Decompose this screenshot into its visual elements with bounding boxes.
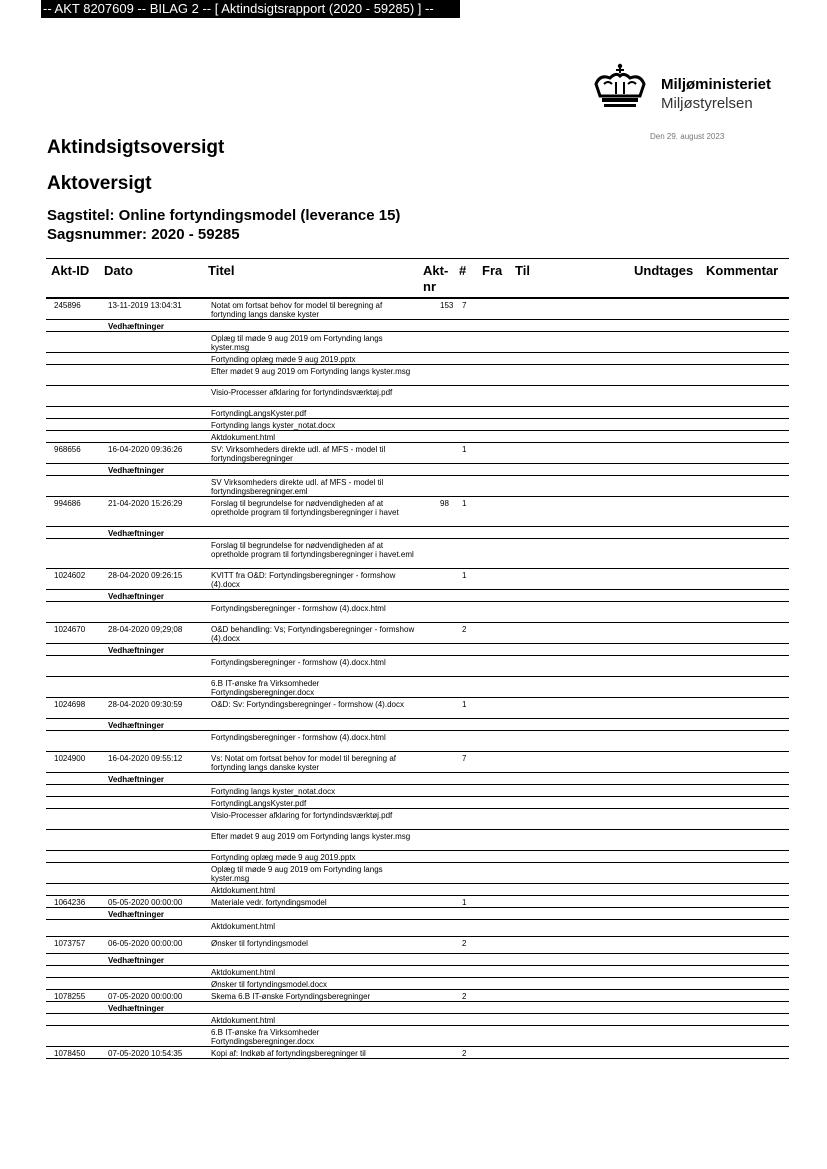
document-date: Den 29. august 2023 xyxy=(650,132,725,141)
attachment-title: Forslag til begrundelse for nødvendigheden af at opretholde program til fortyndingsberegninger i havet.eml xyxy=(211,541,414,559)
table-row xyxy=(46,299,789,320)
act-id: 1078255 xyxy=(54,992,86,1001)
act-title: Forslag til begrundelse for nødvendigheden af at opretholde program til fortyndingsberegninger i havet xyxy=(211,499,399,517)
attachment-row xyxy=(46,851,789,863)
act-date: 16-04-2020 09:36:26 xyxy=(108,445,183,454)
act-number: 153 xyxy=(440,301,454,310)
attachment-row xyxy=(46,539,789,569)
attachments-row xyxy=(46,1002,789,1014)
act-title: Notat om fortsat behov for model til beregning af fortynding langs danske kyster xyxy=(211,301,383,319)
attachment-title: Ønsker til fortyndingsmodel.docx xyxy=(211,980,328,989)
act-date: 05-05-2020 00:00:00 xyxy=(108,898,183,907)
col-hash: # xyxy=(459,263,467,278)
attachments-label: Vedhæftninger xyxy=(108,466,165,475)
act-id: 1064236 xyxy=(54,898,86,907)
attachment-title: Efter mødet 9 aug 2019 om Fortynding langs kyster.msg xyxy=(211,367,411,376)
attachment-title: Fortyndingsberegninger - formshow (4).docx.html xyxy=(211,733,386,742)
act-count: 2 xyxy=(462,625,467,634)
act-title: Materiale vedr. fortyndingsmodel xyxy=(211,898,327,907)
attachment-title: 6.B IT-ønske fra Virksomheder Fortyndingsberegninger.docx xyxy=(211,1028,320,1046)
act-id: 1024698 xyxy=(54,700,86,709)
attachment-row xyxy=(46,809,789,830)
act-title: O&D: Sv: Fortyndingsberegninger - formshow (4).docx xyxy=(211,700,404,709)
col-akt-id: Akt-ID xyxy=(51,263,90,278)
attachment-title: Fortynding langs kyster_notat.docx xyxy=(211,787,336,796)
act-date: 07-05-2020 00:00:00 xyxy=(108,992,183,1001)
act-count: 2 xyxy=(462,992,467,1001)
attachment-row xyxy=(46,407,789,419)
act-date: 21-04-2020 15:26:29 xyxy=(108,499,183,508)
case-title: Sagstitel: Online fortyndingsmodel (leverance 15) xyxy=(47,207,401,224)
table-row xyxy=(46,443,789,464)
attachment-row xyxy=(46,884,789,896)
attachment-title: FortyndingLangsKyster.pdf xyxy=(211,409,307,418)
act-title: Vs: Notat om fortsat behov for model til beregning af fortynding langs danske kyster xyxy=(211,754,396,772)
attachment-title: SV Virksomheders direkte udl. af MFS - model til fortyndingsberegninger.eml xyxy=(211,478,384,496)
attachment-title: Fortynding oplæg møde 9 aug 2019.pptx xyxy=(211,853,356,862)
table-row xyxy=(46,896,789,908)
table-row xyxy=(46,698,789,719)
act-title: Kopi af: Indkøb af fortyndingsberegninger til xyxy=(211,1049,366,1058)
table-row xyxy=(46,569,789,590)
act-date: 28-04-2020 09;29;08 xyxy=(108,625,183,634)
col-dato: Dato xyxy=(104,263,133,278)
act-date: 06-05-2020 00:00:00 xyxy=(108,939,183,948)
attachment-title: Aktdokument.html xyxy=(211,886,276,895)
attachments-row xyxy=(46,644,789,656)
attachment-title: Fortyndingsberegninger - formshow (4).docx.html xyxy=(211,658,386,667)
act-date: 13-11-2019 13:04:31 xyxy=(108,301,182,310)
act-title: Ønsker til fortyndingsmodel xyxy=(211,939,308,948)
act-count: 1 xyxy=(462,445,467,454)
attachment-title: Aktdokument.html xyxy=(211,433,276,442)
table-row xyxy=(46,497,789,527)
attachments-label: Vedhæftninger xyxy=(108,910,165,919)
attachment-row xyxy=(46,419,789,431)
attachment-title: Aktdokument.html xyxy=(211,922,276,931)
act-id: 1073757 xyxy=(54,939,86,948)
act-id: 994686 xyxy=(54,499,81,508)
act-title: O&D behandling: Vs; Fortyndingsberegninger - formshow (4).docx xyxy=(211,625,415,643)
attachments-label: Vedhæftninger xyxy=(108,592,165,601)
attachment-row xyxy=(46,1026,789,1047)
attachment-row xyxy=(46,785,789,797)
attachment-title: Fortynding oplæg møde 9 aug 2019.pptx xyxy=(211,355,356,364)
table-row xyxy=(46,937,789,954)
ministry-name: Miljøministeriet xyxy=(661,76,772,93)
attachment-row xyxy=(46,731,789,752)
act-count: 2 xyxy=(462,939,467,948)
act-title: Skema 6.B IT-ønske Fortyndingsberegninger xyxy=(211,992,371,1001)
attachment-row xyxy=(46,1014,789,1026)
attachment-row xyxy=(46,431,789,443)
attachments-row xyxy=(46,908,789,920)
act-id: 968656 xyxy=(54,445,81,454)
attachments-label: Vedhæftninger xyxy=(108,646,165,655)
act-id: 245896 xyxy=(54,301,81,310)
attachments-row xyxy=(46,527,789,539)
attachment-title: Visio-Processer afklaring for fortyndindsværktøj.pdf xyxy=(211,811,393,820)
col-kommentar: Kommentar xyxy=(706,263,779,278)
table-row xyxy=(46,752,789,773)
ministry-logo xyxy=(590,62,790,112)
attachment-title: Aktdokument.html xyxy=(211,1016,276,1025)
act-number: 98 xyxy=(440,499,449,508)
act-id: 1024602 xyxy=(54,571,86,580)
attachment-row xyxy=(46,797,789,809)
col-undtages: Undtages xyxy=(634,263,694,278)
attachment-row xyxy=(46,602,789,623)
page-title: Aktindsigtsoversigt xyxy=(47,137,225,158)
attachment-row xyxy=(46,332,789,353)
act-date: 28-04-2020 09:30:59 xyxy=(108,700,183,709)
attachment-row xyxy=(46,386,789,407)
document-banner: -- AKT 8207609 -- BILAG 2 -- [ Aktindsigtsrapport (2020 - 59285) ] -- xyxy=(41,0,460,18)
case-number: Sagsnummer: 2020 - 59285 xyxy=(47,226,240,243)
crown-icon xyxy=(590,62,650,112)
attachment-title: Oplæg til møde 9 aug 2019 om Fortynding langs kyster.msg xyxy=(211,334,383,352)
col-akt-nr: Akt- nr xyxy=(423,263,449,294)
act-date: 28-04-2020 09:26:15 xyxy=(108,571,183,580)
attachment-title: FortyndingLangsKyster.pdf xyxy=(211,799,307,808)
act-count: 7 xyxy=(462,301,467,310)
act-title: KVITT fra O&D: Fortyndingsberegninger - formshow (4).docx xyxy=(211,571,396,589)
attachment-title: Fortynding langs kyster_notat.docx xyxy=(211,421,336,430)
act-count: 2 xyxy=(462,1049,467,1058)
attachment-title: Visio-Processer afklaring for fortyndindsværktøj.pdf xyxy=(211,388,393,397)
act-count: 1 xyxy=(462,700,467,709)
act-count: 1 xyxy=(462,499,467,508)
act-date: 16-04-2020 09:55:12 xyxy=(108,754,183,763)
table-row xyxy=(46,1047,789,1059)
attachment-row xyxy=(46,476,789,497)
act-count: 1 xyxy=(462,571,467,580)
col-til: Til xyxy=(515,263,530,278)
act-id: 1078450 xyxy=(54,1049,86,1058)
attachments-row xyxy=(46,954,789,966)
act-id: 1024670 xyxy=(54,625,86,634)
act-count: 7 xyxy=(462,754,467,763)
attachment-row xyxy=(46,656,789,677)
attachment-row xyxy=(46,353,789,365)
attachment-row xyxy=(46,677,789,698)
attachments-row xyxy=(46,719,789,731)
attachment-row xyxy=(46,920,789,937)
act-title: SV: Virksomheders direkte udl. af MFS - model til fortyndingsberegninger xyxy=(211,445,386,463)
attachment-title: Aktdokument.html xyxy=(211,968,276,977)
attachments-label: Vedhæftninger xyxy=(108,775,165,784)
attachments-label: Vedhæftninger xyxy=(108,322,165,331)
attachments-label: Vedhæftninger xyxy=(108,721,165,730)
act-count: 1 xyxy=(462,898,467,907)
attachment-row xyxy=(46,966,789,978)
attachment-title: Efter mødet 9 aug 2019 om Fortynding langs kyster.msg xyxy=(211,832,411,841)
attachment-row xyxy=(46,978,789,990)
attachments-row xyxy=(46,773,789,785)
attachment-title: Fortyndingsberegninger - formshow (4).docx.html xyxy=(211,604,386,613)
table-header xyxy=(46,258,789,299)
col-fra: Fra xyxy=(482,263,503,278)
attachment-row xyxy=(46,365,789,386)
page-subtitle: Aktoversigt xyxy=(47,173,152,194)
attachments-label: Vedhæftninger xyxy=(108,956,165,965)
attachment-row xyxy=(46,830,789,851)
acts-table-body xyxy=(46,299,789,1059)
attachments-row xyxy=(46,320,789,332)
col-titel: Titel xyxy=(208,263,235,278)
attachments-row xyxy=(46,590,789,602)
attachment-title: 6.B IT-ønske fra Virksomheder Fortyndingsberegninger.docx xyxy=(211,679,320,697)
attachments-label: Vedhæftninger xyxy=(108,1004,165,1013)
attachments-label: Vedhæftninger xyxy=(108,529,165,538)
attachments-row xyxy=(46,464,789,476)
table-row xyxy=(46,623,789,644)
attachment-title: Oplæg til møde 9 aug 2019 om Fortynding langs kyster.msg xyxy=(211,865,383,883)
act-id: 1024900 xyxy=(54,754,86,763)
act-date: 07-05-2020 10:54:35 xyxy=(108,1049,183,1058)
agency-name: Miljøstyrelsen xyxy=(661,95,753,112)
attachment-row xyxy=(46,863,789,884)
table-row xyxy=(46,990,789,1002)
